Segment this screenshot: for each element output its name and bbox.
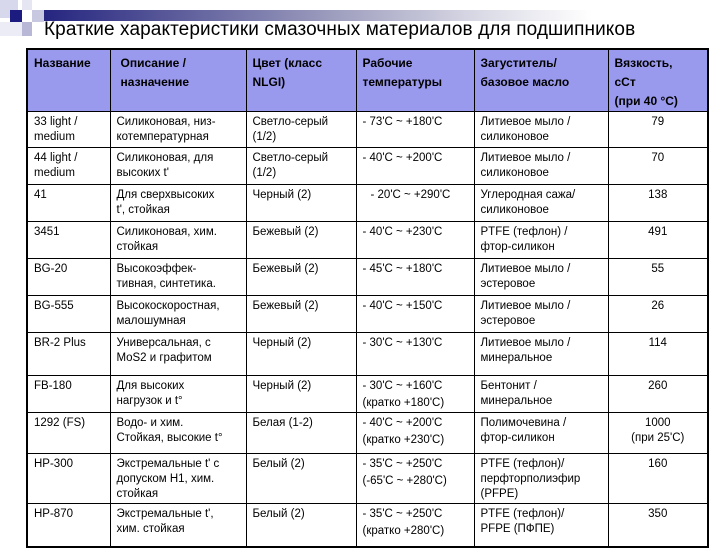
- cell-text: Белый (2): [252, 508, 305, 520]
- cell-text: котемпературная: [116, 131, 209, 143]
- cell-text: силиконовое: [480, 131, 549, 143]
- cell-description: [110, 148, 246, 185]
- header-text: Название: [34, 56, 91, 70]
- header-text: Описание /: [120, 56, 186, 70]
- cell-color: [246, 504, 356, 548]
- decorative-square: [32, 10, 44, 22]
- table-row: [27, 333, 708, 376]
- table-row: [27, 185, 708, 222]
- cell-temperature: [356, 259, 474, 296]
- cell-text: 260: [648, 380, 668, 392]
- lubricants-table: [26, 48, 709, 548]
- cell-text: 26: [651, 300, 665, 312]
- cell-temperature: [356, 112, 474, 148]
- cell-text: PFPE (ПФПЕ): [480, 523, 555, 535]
- cell-text: Бежевый (2): [252, 263, 319, 275]
- decorative-square-dark: [10, 10, 22, 22]
- cell-name: [27, 454, 110, 504]
- cell-text: MoS2 и графитом: [116, 352, 212, 364]
- cell-color: [246, 148, 356, 185]
- cell-text: Черный (2): [252, 337, 312, 349]
- cell-text: Для высоких: [116, 380, 185, 392]
- cell-text: - 40'C ~ +200'C: [362, 417, 443, 429]
- cell-text: фтор-силикон: [480, 241, 555, 253]
- table-row: [27, 259, 708, 296]
- cell-description: [110, 185, 246, 222]
- header-text: NLGI): [252, 75, 286, 89]
- cell-thickener: [474, 376, 608, 413]
- cell-name: [27, 413, 110, 454]
- cell-viscosity: [608, 454, 708, 504]
- cell-text: стойкая: [116, 241, 159, 253]
- cell-thickener: [474, 148, 608, 185]
- cell-viscosity: [608, 333, 708, 376]
- cell-text: 491: [648, 226, 668, 238]
- cell-color: [246, 376, 356, 413]
- header-text: базовое масло: [480, 75, 570, 89]
- cell-description: [110, 333, 246, 376]
- cell-thickener: [474, 504, 608, 548]
- cell-description: [110, 454, 246, 504]
- cell-temperature: [356, 504, 474, 548]
- cell-color: [246, 259, 356, 296]
- header-color: [246, 49, 356, 112]
- cell-text: BG-20: [34, 263, 68, 275]
- cell-text: силиконовое: [480, 167, 549, 179]
- cell-text: 114: [648, 337, 667, 349]
- cell-temperature: [356, 148, 474, 185]
- cell-text: Высокоэффек-: [116, 263, 197, 275]
- cell-text: Литиевое мыло /: [480, 152, 571, 164]
- cell-thickener: [474, 333, 608, 376]
- header-text: (при 40 °C): [614, 94, 678, 108]
- cell-temperature: [356, 296, 474, 333]
- cell-text: эстеровое: [480, 278, 536, 290]
- cell-color: [246, 296, 356, 333]
- cell-text: Универсальная, с: [116, 337, 211, 349]
- cell-text: PTFE (тефлон) /: [480, 226, 568, 238]
- cell-description: [110, 222, 246, 259]
- cell-text: Светло-серый: [252, 152, 329, 164]
- cell-name: [27, 376, 110, 413]
- cell-text: Литиевое мыло /: [480, 263, 571, 275]
- cell-text: 160: [648, 458, 668, 470]
- cell-text: Черный (2): [252, 189, 312, 201]
- table-row: [27, 504, 708, 548]
- cell-viscosity: [608, 296, 708, 333]
- cell-thickener: [474, 185, 608, 222]
- cell-temperature: [356, 376, 474, 413]
- cell-text: Для сверхвысоких: [116, 189, 215, 201]
- cell-text: тивная, синтетика.: [116, 278, 216, 290]
- cell-text: - 35'C ~ +250'C: [362, 508, 443, 520]
- header-name: [27, 49, 110, 112]
- cell-text: 350: [648, 508, 668, 520]
- cell-text: 55: [651, 263, 665, 275]
- cell-text: PTFE (тефлон)/: [480, 508, 565, 520]
- cell-text: 33 light /: [34, 116, 78, 128]
- cell-text: 138: [648, 189, 668, 201]
- cell-text: Литиевое мыло /: [480, 337, 571, 349]
- header-text: Цвет (класс: [252, 56, 323, 70]
- cell-text: Экстремальные t' с: [116, 458, 220, 470]
- cell-temperature: [356, 454, 474, 504]
- cell-description: [110, 504, 246, 548]
- cell-text: - 45'C ~ +180'C: [362, 263, 443, 275]
- cell-name: [27, 333, 110, 376]
- header-viscosity: [608, 49, 708, 112]
- cell-name: [27, 185, 110, 222]
- cell-text: Литиевое мыло /: [480, 116, 571, 128]
- cell-text: минеральное: [480, 395, 553, 407]
- header-temperature: [356, 49, 474, 112]
- cell-temperature: [356, 413, 474, 454]
- cell-text: FB-180: [34, 380, 72, 392]
- table-row: [27, 376, 708, 413]
- table-header-row: [27, 49, 708, 112]
- cell-description: [110, 376, 246, 413]
- cell-text: стойкая: [116, 488, 159, 500]
- cell-text: (кратко +180'C): [362, 397, 445, 409]
- cell-text: Силиконовая, хим.: [116, 226, 217, 238]
- cell-viscosity: [608, 259, 708, 296]
- cell-text: 44 light /: [34, 152, 78, 164]
- cell-text: Светло-серый: [252, 116, 329, 128]
- cell-thickener: [474, 413, 608, 454]
- cell-text: (1/2): [252, 131, 277, 143]
- table-row: [27, 296, 708, 333]
- cell-description: [110, 112, 246, 148]
- cell-name: [27, 148, 110, 185]
- cell-color: [246, 454, 356, 504]
- cell-text: 1292 (FS): [34, 417, 86, 429]
- cell-text: малошумная: [116, 315, 186, 327]
- cell-text: нагрузок и t°: [116, 395, 183, 407]
- cell-viscosity: [608, 413, 708, 454]
- cell-text: Водо- и хим.: [116, 417, 184, 429]
- cell-text: Силиконовая, для: [116, 152, 214, 164]
- cell-text: - 20'C ~ +290'C: [370, 189, 451, 201]
- cell-text: Белый (2): [252, 458, 305, 470]
- cell-color: [246, 185, 356, 222]
- cell-text: минеральное: [480, 352, 553, 364]
- cell-temperature: [356, 185, 474, 222]
- header-thickener: [474, 49, 608, 112]
- header-text: назначение: [120, 75, 190, 89]
- cell-text: 70: [651, 152, 665, 164]
- cell-text: - 40'C ~ +230'C: [362, 226, 443, 238]
- cell-text: фтор-силикон: [480, 432, 555, 444]
- header-description: [110, 49, 246, 112]
- cell-text: - 73'C ~ +180'C: [362, 116, 443, 128]
- cell-text: Бежевый (2): [252, 300, 319, 312]
- cell-text: Полимочевина /: [480, 417, 567, 429]
- cell-text: высоких t': [116, 167, 169, 179]
- table-row: [27, 112, 708, 148]
- decorative-square: [0, 22, 22, 36]
- cell-thickener: [474, 296, 608, 333]
- cell-text: t', стойкая: [116, 204, 170, 216]
- cell-text: - 30'C ~ +130'C: [362, 337, 443, 349]
- slide-title: Краткие характеристики смазочных материалов для подшипников: [44, 19, 636, 40]
- cell-text: 41: [34, 189, 47, 201]
- cell-text: (PFPE): [480, 488, 519, 500]
- cell-text: 3451: [34, 226, 60, 238]
- cell-text: PTFE (тефлон)/: [480, 458, 565, 470]
- cell-color: [246, 333, 356, 376]
- cell-text: - 35'C ~ +250'C: [362, 458, 443, 470]
- cell-text: (-65'C ~ +280'C): [362, 475, 447, 487]
- cell-text: - 30'C ~ +160'C: [362, 380, 443, 392]
- cell-text: (кратко +280'C): [362, 525, 445, 537]
- cell-text: хим. стойкая: [116, 523, 185, 535]
- cell-thickener: [474, 222, 608, 259]
- cell-color: [246, 222, 356, 259]
- cell-name: [27, 259, 110, 296]
- table-row: [27, 454, 708, 504]
- cell-viscosity: [608, 112, 708, 148]
- cell-color: [246, 413, 356, 454]
- cell-text: 79: [651, 116, 665, 128]
- cell-text: 1000: [644, 417, 671, 429]
- cell-text: силиконовое: [480, 204, 549, 216]
- decorative-square: [22, 0, 32, 10]
- cell-text: - 40'C ~ +200'C: [362, 152, 443, 164]
- cell-text: Углеродная сажа/: [480, 189, 576, 201]
- cell-name: [27, 504, 110, 548]
- cell-text: BG-555: [34, 300, 74, 312]
- cell-text: Силиконовая, низ-: [116, 116, 216, 128]
- table-row: [27, 222, 708, 259]
- cell-viscosity: [608, 504, 708, 548]
- cell-viscosity: [608, 148, 708, 185]
- cell-description: [110, 413, 246, 454]
- cell-temperature: [356, 333, 474, 376]
- decorative-square: [22, 22, 32, 36]
- cell-text: (1/2): [252, 167, 277, 179]
- header-text: Рабочие: [362, 56, 413, 70]
- cell-description: [110, 296, 246, 333]
- cell-text: HP-300: [34, 458, 73, 470]
- cell-text: Стойкая, высокие t°: [116, 432, 223, 444]
- cell-text: Литиевое мыло /: [480, 300, 571, 312]
- cell-viscosity: [608, 376, 708, 413]
- header-text: Загуститель/: [480, 56, 557, 70]
- cell-name: [27, 222, 110, 259]
- cell-viscosity: [608, 185, 708, 222]
- cell-color: [246, 112, 356, 148]
- cell-name: [27, 112, 110, 148]
- header-text: сСт: [614, 75, 636, 89]
- cell-text: перфторполиэфир: [480, 473, 581, 485]
- cell-description: [110, 259, 246, 296]
- cell-thickener: [474, 454, 608, 504]
- cell-text: Высокоскоростная,: [116, 300, 220, 312]
- header-text: Вязкость,: [614, 56, 673, 70]
- cell-text: Экстремальные t',: [116, 508, 214, 520]
- header-text: температуры: [362, 75, 442, 89]
- cell-viscosity: [608, 222, 708, 259]
- cell-text: - 40'C ~ +150'C: [362, 300, 443, 312]
- cell-thickener: [474, 112, 608, 148]
- cell-text: BR-2 Plus: [34, 337, 86, 349]
- cell-text: допуском H1, хим.: [116, 473, 215, 485]
- cell-text: medium: [34, 131, 75, 143]
- cell-text: Бежевый (2): [252, 226, 319, 238]
- cell-text: medium: [34, 167, 75, 179]
- cell-text: Бентонит /: [480, 380, 537, 392]
- table-row: [27, 413, 708, 454]
- cell-text: Черный (2): [252, 380, 312, 392]
- cell-thickener: [474, 259, 608, 296]
- table-row: [27, 148, 708, 185]
- cell-name: [27, 296, 110, 333]
- cell-text: Белая (1-2): [252, 417, 313, 429]
- cell-text: HP-870: [34, 508, 73, 520]
- cell-text: (кратко +230'C): [362, 434, 445, 446]
- cell-text: эстеровое: [480, 315, 536, 327]
- cell-temperature: [356, 222, 474, 259]
- cell-text: (при 25'C): [631, 432, 685, 444]
